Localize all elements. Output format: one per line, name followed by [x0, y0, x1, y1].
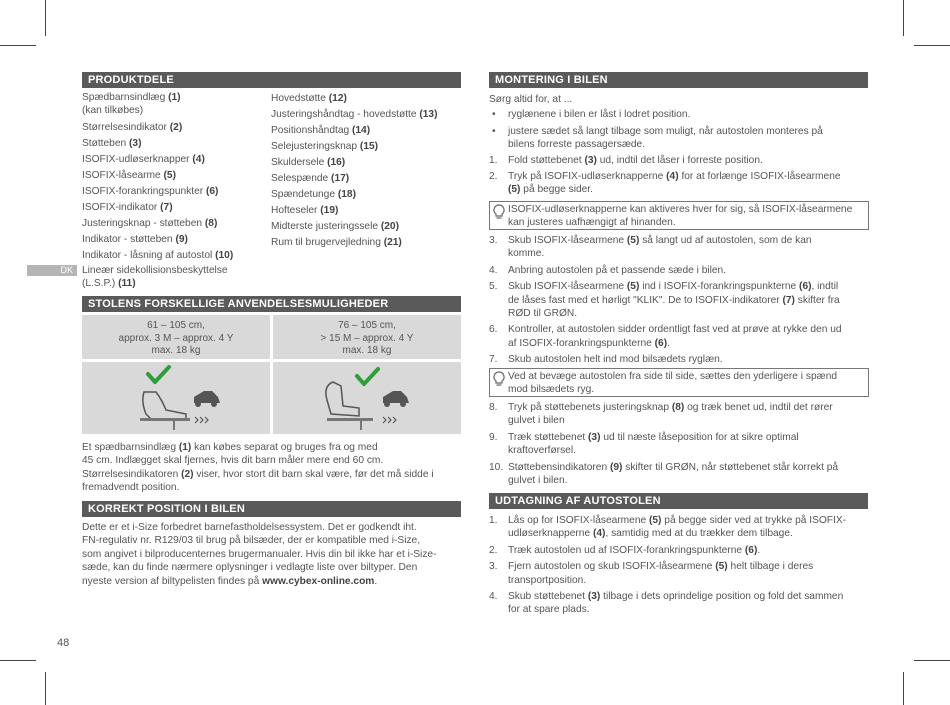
list-item: 4. Anbring autostolen på et passende sæde i bilen.	[489, 264, 727, 276]
list-item: 9. Træk støttebenet (3) ud til næste låseposition for at sikre optimal kraftoverførsel.	[489, 431, 799, 457]
section-header-korrekt-position: KORREKT POSITION I BILEN	[82, 501, 461, 517]
part-item: ISOFIX-forankringspunkter (6)	[82, 186, 219, 197]
list-item: 2. Tryk på ISOFIX-udløserknapperne (4) for at forlænge ISOFIX-låsearmene (5) på begge sider.	[489, 171, 841, 196]
crop-mark	[914, 45, 950, 46]
list-item: 8. Tryk på støttebenets justeringsknap (8) og træk benet ud, indtil det rører gulvet i bilen	[489, 402, 833, 427]
part-item: Indikator - støtteben (9)	[82, 234, 188, 245]
usage-illustration-right	[273, 362, 461, 434]
part-item: Indikator - låsning af autostol (10)	[82, 250, 234, 261]
list-item: 7. Skub autostolen helt ind mod bilsædets ryglæn.	[489, 354, 723, 366]
crop-mark	[45, 0, 46, 36]
part-item: ISOFIX-udløserknapper (4)	[82, 154, 205, 165]
website-link[interactable]: www.cybex-online.com	[262, 575, 375, 587]
list-item: 1. Fold støttebenet (3) ud, indtil det låser i forreste position.	[489, 154, 763, 166]
section-header-usage: STOLENS FORSKELLIGE ANVENDELSESMULIGHEDER	[82, 296, 461, 312]
korrekt-position-text: Dette er et i-Size forbedret barnefastholdelsessystem. Det er godkendt iht. FN-regulativ nr. R129/03 til brug på bilsæder, der er kompatible med i-Size, som angivet i bilproducenternes brugermanualer. Hvis din bil ikke har et i-Size- sæde, kan du finde nærmere oplysninger i vedlagte liste over biltyper. Den nyeste version af biltypelisten findes på www.cybex-online.com.	[82, 522, 437, 587]
list-item: 4. Skub støttebenet (3) tilbage i dets oprindelige position og fold det sammen for at spare plads.	[489, 591, 844, 616]
part-item: Lineær sidekollisionsbeskyttelse	[82, 265, 228, 276]
part-item: Hofteseler (19)	[271, 205, 339, 216]
montering-intro: Sørg altid for, at ... • ryglænene i bilen er låst i lodret position. • justere sædet så langt tilbage som muligt, når autostolen monteres på bilens forreste passagersæde. 1. Fold støttebenet (3) ud, indtil det låser i forreste position. 2. Tryk på ISOFIX-udløserknapperne (4) for at forlænge ISOFIX-låsearmene (5) på begge sider.	[489, 93, 869, 197]
crop-mark	[914, 660, 950, 661]
montering-steps-a	[489, 154, 869, 197]
udtagning-steps	[489, 514, 871, 617]
note-box-2: Ved at bevæge autostolen fra side til side, sættes den yderligere i spænd mod bilsædets ryg.	[489, 368, 869, 397]
montering-steps-c	[489, 401, 871, 487]
part-item: Hovedstøtte (12)	[271, 93, 347, 104]
part-item: Spædbarnsindlæg (1)	[82, 92, 181, 103]
part-item: (kan tilkøbes)	[82, 105, 144, 116]
list-item: 10. Støttebensindikatoren (9) skifter til GRØN, når støttebenet står korrekt på gulvet i bilen.	[489, 461, 839, 487]
list-item: 5. Skub ISOFIX-låsearmene (5) ind i ISOFIX-forankringspunkterne (6), indtil de låses fast med et hørligt "KLIK". De to ISOFIX-indikatorer (7) skifter fra RØD til GRØN.	[489, 281, 840, 320]
part-item: Selespænde (17)	[271, 173, 350, 184]
part-item: Midterste justeringssele (20)	[271, 221, 399, 232]
part-item: Støtteben (3)	[82, 138, 142, 149]
page-number: 48	[57, 637, 70, 649]
crop-mark	[0, 45, 36, 46]
parts-list-col1	[82, 91, 267, 290]
usage-illustration-left	[82, 362, 270, 434]
part-item: Justeringsknap - støtteben (8)	[82, 218, 218, 229]
rearward-seat-illustration	[82, 362, 270, 434]
list-item: • justere sædet så langt tilbage som muligt, når autostolen monteres på bilens forreste passagersæde.	[492, 125, 823, 151]
crop-mark	[0, 660, 36, 661]
forward-seat-illustration	[273, 362, 461, 434]
infant-insert-text: Et spædbarnsindlæg (1) kan købes separat og bruges fra og med 45 cm. Indlægget skal fjernes, hvis dit barn måler mere end 60 cm. Størrelsesindikatoren (2) viser, hvor stort dit barn skal være, før det må sidde i fremadvendt position.	[82, 442, 434, 494]
crop-mark	[903, 672, 904, 705]
section-header-udtagning: UDTAGNING AF AUTOSTOLEN	[489, 493, 868, 509]
parts-list-col2	[271, 91, 461, 251]
part-item: Rum til brugervejledning (21)	[271, 237, 402, 248]
usage-right-text: 76 – 105 cm, > 15 M – approx. 4 Y max. 18 kg	[320, 320, 414, 356]
usage-table	[82, 315, 461, 434]
part-item: Justeringshåndtag - hovedstøtte (13)	[271, 109, 438, 120]
part-item: Spændetunge (18)	[271, 189, 356, 200]
list-item: 3. Skub ISOFIX-låsearmene (5) så langt ud af autostolen, som de kan komme.	[489, 235, 812, 260]
section-header-produktdele: PRODUKTDELE	[82, 72, 461, 88]
part-item: ISOFIX-indikator (7)	[82, 202, 173, 213]
list-item: 1. Lås op for ISOFIX-låsearmene (5) på begge sider ved at trykke på ISOFIX- udløserknapperne (4), samtidig med at du trækker dem tilbage.	[489, 515, 847, 540]
usage-left-text: 61 – 105 cm, approx. 3 M – approx. 4 Y max. 18 kg	[118, 320, 234, 356]
part-item: Selejusteringsknap (15)	[271, 141, 379, 152]
crop-mark	[903, 0, 904, 36]
usage-cell-right	[273, 315, 461, 359]
part-item: ISOFIX-låsearme (5)	[82, 170, 176, 181]
section-header-montering: MONTERING I BILEN	[489, 72, 868, 88]
note-box-1: ISOFIX-udløserknapperne kan aktiveres hver for sig, så ISOFIX-låsearmene kan justeres uafhængigt af hinanden.	[489, 201, 869, 230]
part-item: (L.S.P.) (11)	[82, 278, 136, 289]
list-item: • ryglænene i bilen er låst i lodret position.	[492, 109, 691, 121]
montering-steps-b	[489, 234, 871, 367]
lightbulb-icon	[493, 371, 505, 387]
list-item: 6. Kontroller, at autostolen sidder ordentligt fast ved at prøve at rykke den ud af ISOFIX-forankringspunkterne (6).	[489, 324, 842, 349]
part-item: Skuldersele (16)	[271, 157, 346, 168]
language-tab: DK	[27, 265, 77, 276]
part-item: Størrelsesindikator (2)	[82, 122, 183, 133]
montering-bullets	[489, 108, 869, 151]
usage-cell-left	[82, 315, 270, 359]
crop-mark	[45, 672, 46, 705]
part-item: Positionshåndtag (14)	[271, 125, 371, 136]
list-item: 3. Fjern autostolen og skub ISOFIX-låsearmene (5) helt tilbage i deres transportposition.	[489, 561, 814, 586]
list-item: 2. Træk autostolen ud af ISOFIX-forankringspunkterne (6).	[489, 544, 761, 556]
lightbulb-icon	[493, 204, 505, 220]
